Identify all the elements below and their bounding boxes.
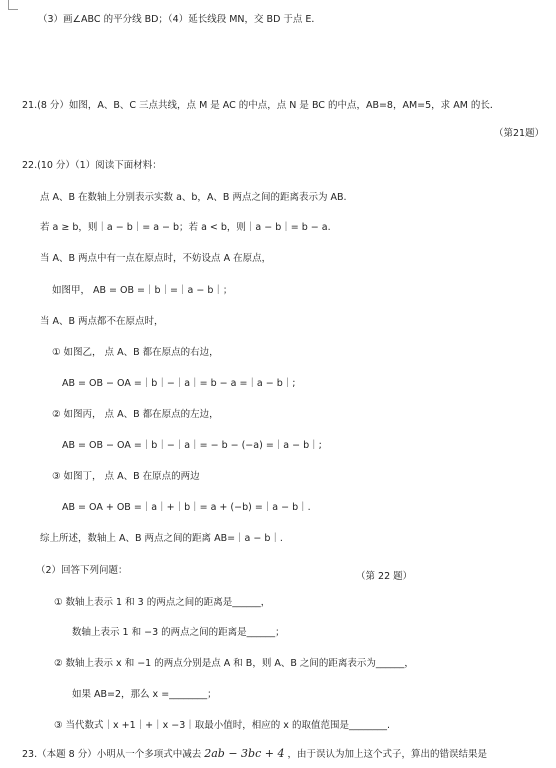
q2-item-1b: 数轴上表示 1 和 −3 的两点之间的距离是______； (72, 627, 285, 638)
p22-line-1: 点 A、B 在数轴上分别表示实数 a、b，A、B 两点之间的距离表示为 AB. (40, 192, 347, 203)
q2-item-2a: ② 数轴上表示 x 和 −1 的两点分别是点 A 和 B，则 A、B 之间的距离表示为______， (54, 658, 414, 669)
problem-21: 21.(8 分）如图，A、B、C 三点共线，点 M 是 AC 的中点，点 N 是 BC 的中点，AB=8，AM=5，求 AM 的长． (22, 100, 500, 111)
q2-item-2b: 如果 AB=2，那么 x =________； (72, 689, 217, 700)
p22-line-6: ① 如图乙， 点 A、B 都在原点的右边， (52, 347, 219, 358)
problem-22-heading: 22.(10 分）（1）阅读下面材料： (22, 160, 162, 171)
p22-line-8: ② 如图丙， 点 A、B 都在原点的左边， (52, 409, 219, 420)
p22-line-11: AB = OA + OB =｜a｜+｜b｜= a + (−b) =｜a − b｜. (62, 502, 311, 513)
problem-23-text-b: ，由于误认为加上这个式子，算出的错误结果是 (287, 749, 487, 760)
figure-21-caption: （第21题） (494, 128, 545, 139)
p22-line-10: ③ 如图丁， 点 A、B 在原点的两边 (52, 471, 200, 482)
page-corner-mark (8, 0, 18, 10)
p22-line-5: 当 A、B 两点都不在原点时， (40, 316, 164, 327)
q2-item-3: ③ 当代数式｜x +1｜+｜x −3｜取最小值时，相应的 x 的取值范围是________. (54, 720, 390, 731)
p22-line-9: AB = OB − OA =｜b｜−｜a｜= − b − (−a) =｜a − b｜; (62, 440, 322, 451)
p22-line-7: AB = OB − OA =｜b｜−｜a｜= b − a =｜a − b｜; (62, 378, 296, 389)
figure-22-caption: （第 22 题） (356, 571, 413, 582)
problem-23 (22, 748, 487, 761)
problem-23-text-a: 23.（本题 8 分）小明从一个多项式中减去 (22, 749, 202, 760)
p22-question-2: （2）回答下列问题： (36, 565, 128, 576)
p22-line-4: 如图甲， AB = OB =｜b｜=｜a − b｜； (52, 285, 233, 296)
problem-23-expression: 2ab − 3bc + 4 (204, 747, 285, 760)
q3-4-line: （3）画∠ABC 的平分线 BD；（4）延长线段 MN，交 BD 于点 E． (38, 14, 321, 25)
p22-line-2: 若 a ≥ b，则｜a − b｜= a − b；若 a < b，则｜a − b｜= b − a. (40, 222, 331, 233)
q2-item-1a: ① 数轴上表示 1 和 3 的两点之间的距离是______， (54, 597, 271, 608)
p22-line-3: 当 A、B 两点中有一点在原点时，不妨设点 A 在原点， (40, 253, 272, 264)
p22-line-12: 综上所述，数轴上 A、B 两点之间的距离 AB=｜a − b｜. (40, 533, 283, 544)
